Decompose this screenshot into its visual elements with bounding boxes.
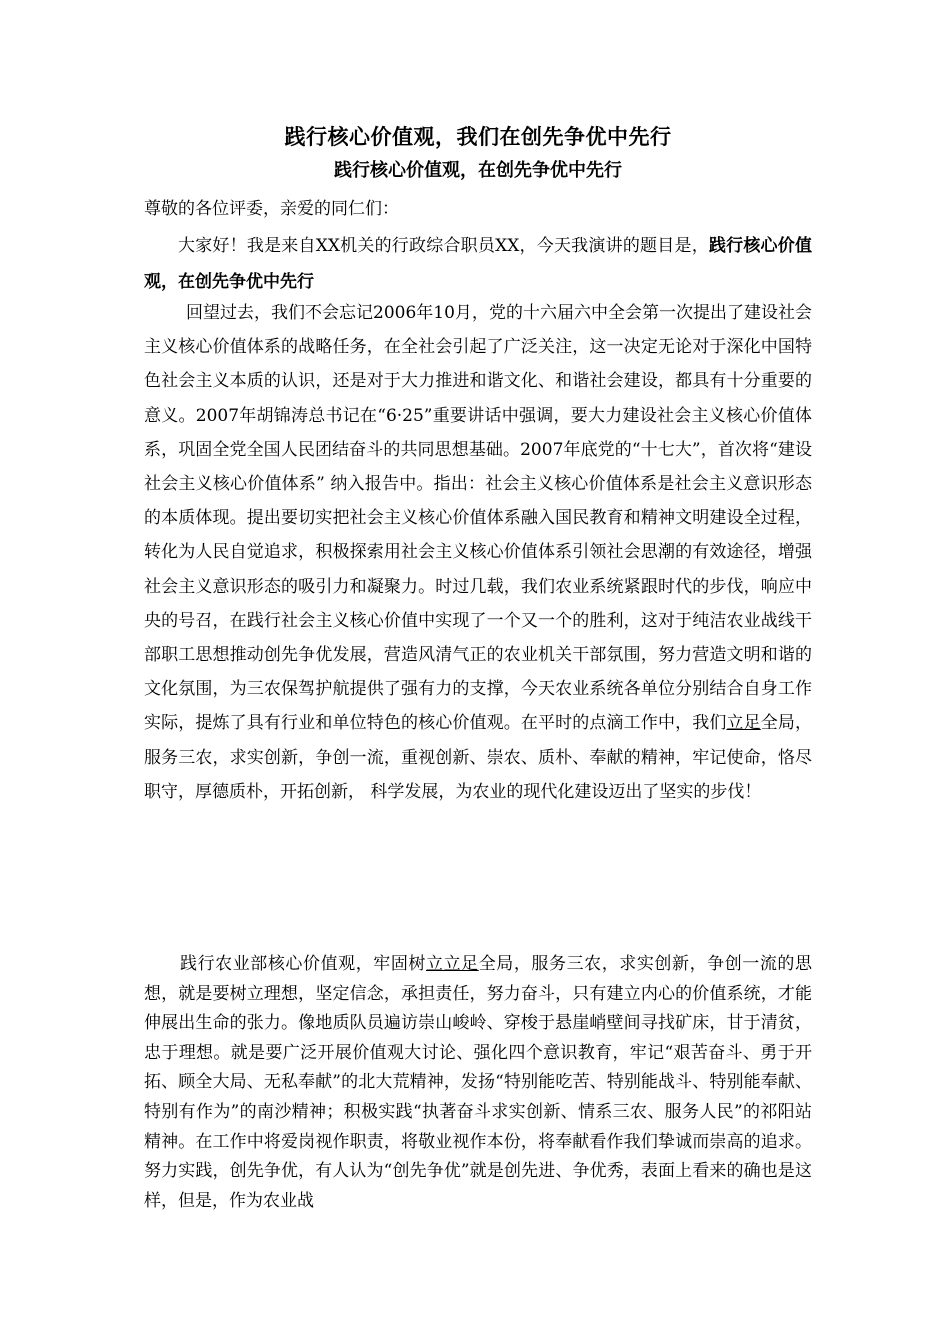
body-paragraph-2-text-b: 全局，服务三农，求实创新，争创一流的思想，就是要树立理想，坚定信念，承担责任，努力奋斗，只有建立内心的价值系统，才能伸展出生命的张力。像地质队员遍访崇山峻岭、穿梭于悬崖峭壁间寻找矿床，甘于清贫，忠于理想。就是要广泛开展价值观大讨论、强化四个意识教育，牢记“艰苦奋斗、勇于开拓、顾全大局、无私奉献”的北大荒精神，发扬“特别能吃苦、特别能战斗、特别能奉献、特别有作为”的南沙精神；积极实践“执著奋斗求实创新、情系三农、服务人民”的祁阳站精神。在工作中将爱岗视作职责，将敬业视作本份，将奉献看作我们挚诚而崇高的追求。努力实践，创先争优，有人认为“创先争优”就是创先进、争优秀，表面上看来的确也是这样，但是，作为农业战 bbox=[144, 954, 813, 1211]
document-subtitle: 践行核心价值观，在创先争优中先行 bbox=[334, 160, 622, 181]
speech-topic: 践行核心价值观，在创先争优中先行 bbox=[144, 236, 812, 292]
document-title: 践行核心价值观，我们在创先争优中先行 bbox=[284, 125, 672, 149]
salutation: 尊敬的各位评委，亲爱的同仁们： bbox=[144, 199, 399, 219]
underlined-term: 立立足 bbox=[426, 954, 479, 974]
body-paragraph-2-text-a: 践行农业部核心价值观，牢固树 bbox=[180, 954, 426, 974]
intro-paragraph bbox=[144, 228, 812, 300]
body-paragraph-2 bbox=[144, 950, 812, 1216]
body-paragraph-1-text-a: 回望过去，我们不会忘记2006年10月，党的十六届六中全会第一次提出了建设社会主义核心价值体系的战略任务，在全社会引起了广泛关注，这一决定无论对于深化中国特色社会主义本质的认识，还是对于大力推进和谐文化、和谐社会建设，都具有十分重要的意义。2007年胡锦涛总书记在“6·25”重要讲话中强调，要大力建设社会主义核心价值体系，巩固全党全国人民团结奋斗的共同思想基础。2007年底党的“十七大”，首次将“建设社会主义核心价值体系” 纳入报告中。指出：社会主义核心价值体系是社会主义意识形态的本质体现。提出要切实把社会主义核心价值体系融入国民教育和精神文明建设全过程，转化为人民自觉追求，积极探索用社会主义核心价值体系引领社会思潮的有效途径，增强社会主义意识形态的吸引力和凝聚力。时过几载，我们农业系统紧跟时代的步伐，响应中央的号召，在践行社会主义核心价值中实现了一个又一个的胜利，这对于纯洁农业战线干部职工思想推动创先争优发展，营造风清气正的农业机关干部氛围，努力营造文明和谐的文化氛围，为三农保驾护航提供了强有力的支撑，今天农业系统各单位分别结合自身工作实际，提炼了具有行业和单位特色的核心价值观。在平时的点滴工作中，我们 bbox=[144, 303, 812, 734]
body-paragraph-1-text-b: 全局，服务三农，求实创新，争创一流，重视创新、崇农、质朴、奉献的精神，牢记使命，恪尽职守，厚德质朴，开拓创新， 科学发展，为农业的现代化建设迈出了坚实的步伐！ bbox=[144, 713, 813, 802]
body-paragraph-1 bbox=[144, 296, 812, 809]
intro-text: 大家好！我是来自XX机关的行政综合职员XX，今天我演讲的题目是， bbox=[178, 236, 709, 256]
underlined-term: 立足 bbox=[726, 713, 761, 734]
